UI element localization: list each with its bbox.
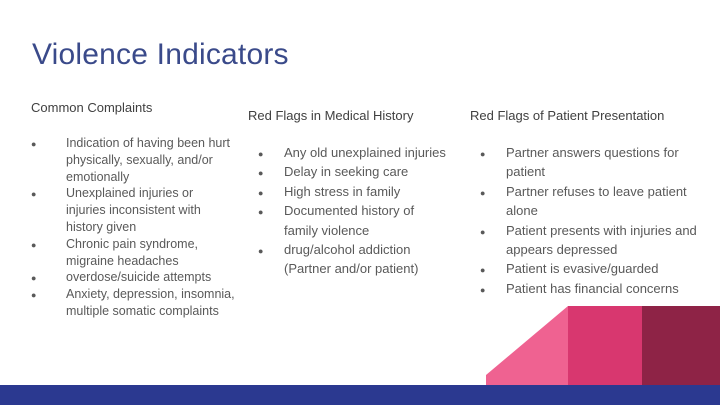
list-item xyxy=(31,135,236,185)
column-common-complaints xyxy=(31,100,236,320)
bullet-icon: ● xyxy=(258,149,264,159)
list-item xyxy=(470,279,710,298)
column-patient-presentation xyxy=(470,108,710,298)
list-item xyxy=(31,185,236,235)
column-heading: Red Flags in Medical History xyxy=(248,108,414,123)
list-item-text: Delay in seeking care xyxy=(284,164,409,180)
list-item-text: Documented history of family violence xyxy=(284,203,415,238)
footer-bar xyxy=(0,385,720,405)
list-item-text: Chronic pain syndrome, migraine headaches xyxy=(66,236,199,268)
list-item xyxy=(31,286,236,320)
bullet-list xyxy=(248,143,448,279)
bullet-icon: ● xyxy=(31,239,37,250)
decor-pink-light xyxy=(486,306,720,385)
list-item xyxy=(248,143,448,162)
list-item-text: Partner refuses to leave patient alone xyxy=(506,183,687,219)
bullet-icon: ● xyxy=(258,168,264,179)
column-heading: Red Flags of Patient Presentation xyxy=(470,108,665,123)
list-item xyxy=(470,143,710,182)
bullet-list xyxy=(31,135,236,320)
bullet-icon: ● xyxy=(480,226,486,237)
list-item-text: High stress in family xyxy=(284,183,401,199)
list-item xyxy=(248,182,448,201)
list-item-text: Anxiety, depression, insomnia, multiple somatic complaints xyxy=(66,287,235,318)
bullet-icon: ● xyxy=(480,149,486,159)
list-item-text: Any old unexplained injuries xyxy=(284,145,446,160)
list-item xyxy=(248,162,448,181)
list-item-text: Unexplained injuries or injuries inconsistent with history given xyxy=(66,186,201,234)
bullet-icon: ● xyxy=(31,189,37,200)
list-item-text: drug/alcohol addiction (Partner and/or patient) xyxy=(284,242,419,277)
bullet-list xyxy=(470,143,710,298)
decor-maroon xyxy=(642,306,720,385)
list-item xyxy=(470,221,710,260)
list-item-text: Patient presents with injuries and appears depressed xyxy=(506,222,697,258)
bullet-icon: ● xyxy=(258,207,264,218)
bullet-icon: ● xyxy=(31,139,37,149)
list-item-text: Partner answers questions for patient xyxy=(506,145,679,180)
list-item xyxy=(31,269,236,286)
list-item xyxy=(31,236,236,270)
list-item-text: Indication of having been hurt physically, sexually, and/or emotionally xyxy=(66,136,231,184)
decor-pink-mid xyxy=(568,306,642,385)
list-item-text: Patient has financial concerns xyxy=(506,280,679,296)
column-heading: Common Complaints xyxy=(31,100,153,115)
list-item-text: overdose/suicide attempts xyxy=(66,270,212,285)
bullet-icon: ● xyxy=(258,187,264,198)
bullet-icon: ● xyxy=(480,265,486,276)
bullet-icon: ● xyxy=(480,187,486,198)
bullet-icon: ● xyxy=(258,246,264,257)
bullet-icon: ● xyxy=(31,290,37,301)
list-item xyxy=(470,182,710,221)
list-item xyxy=(248,240,448,279)
list-item xyxy=(248,201,448,240)
list-item xyxy=(470,259,710,278)
column-medical-history xyxy=(248,108,448,279)
list-item-text: Patient is evasive/guarded xyxy=(506,261,659,277)
bullet-icon: ● xyxy=(31,273,37,284)
slide-title: Violence Indicators xyxy=(32,38,289,71)
bullet-icon: ● xyxy=(480,284,486,295)
